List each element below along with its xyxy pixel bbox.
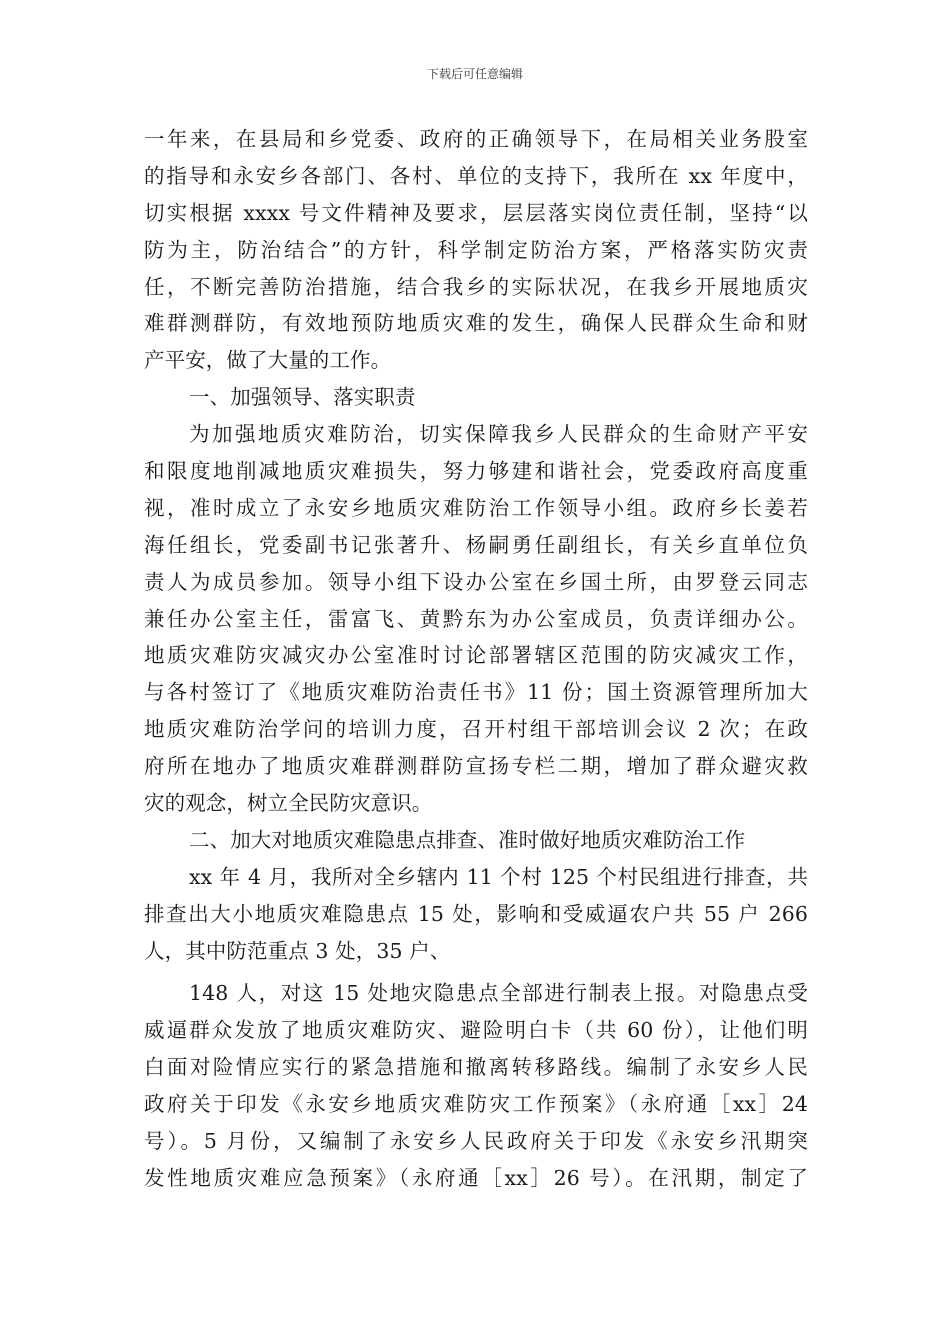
text-line: 人，其中防范重点 3 处，35 户、 (144, 938, 451, 963)
text-line: 为加强地质灾难防治，切实保障我乡人民群众的生命财产平安 (189, 422, 808, 447)
text-line: 任，不断完善防治措施，结合我乡的实际状况，在我乡开展地质灾 (144, 274, 808, 299)
text-line: 产平安，做了大量的工作。 (144, 348, 392, 373)
text-line: 府所在地办了地质灾难群测群防宣扬专栏二期，增加了群众避灾救 (144, 754, 808, 779)
text-line: 发性地质灾难应急预案》（永府通［xx］26 号）。在汛期，制定了 (144, 1165, 808, 1190)
text-line: 和限度地削减地质灾难损失，努力够建和谐社会，党委政府高度重 (144, 459, 808, 484)
text-line: 白面对险情应实行的紧急措施和撤离转移路线。编制了永安乡人民 (144, 1055, 808, 1080)
text-line: 地质灾难防灾减灾办公室准时讨论部署辖区范围的防灾减灾工作， (144, 643, 808, 668)
text-line: 排查出大小地质灾难隐患点 15 处，影响和受威逼农户共 55 户 266 (144, 901, 808, 926)
text-line: 兼任办公室主任，雷富飞、黄黔东为办公室成员，负责详细办公。 (144, 606, 808, 631)
document-body (144, 121, 808, 1197)
text-line: 号）。5 月份，又编制了永安乡人民政府关于印发《永安乡汛期突 (144, 1129, 808, 1154)
text-line: 地质灾难防治学问的培训力度，召开村组干部培训会议 2 次；在政 (144, 717, 808, 742)
text-line: 视，准时成立了永安乡地质灾难防治工作领导小组。政府乡长姜若 (144, 495, 808, 520)
text-line: 切实根据 xxxx 号文件精神及要求，层层落实岗位责任制，坚持“以 (144, 200, 808, 225)
page-header-note: 下载后可任意编辑 (426, 67, 523, 81)
text-line: 威逼群众发放了地质灾难防灾、避险明白卡（共 60 份），让他们明 (144, 1018, 808, 1043)
section-heading: 二、加大对地质灾难隐患点排查、准时做好地质灾难防治工作 (189, 827, 746, 852)
text-line: 防为主，防治结合”的方针，科学制定防治方案，严格落实防灾责 (144, 237, 808, 262)
text-line: 一年来，在县局和乡党委、政府的正确领导下，在局相关业务股室 (144, 127, 808, 151)
text-line: 责人为成员参加。领导小组下设办公室在乡国土所，由罗登云同志 (144, 569, 808, 594)
text-line: 的指导和永安乡各部门、各村、单位的支持下，我所在 xx 年度中， (144, 163, 808, 188)
text-line: xx 年 4 月，我所对全乡辖内 11 个村 125 个村民组进行排查，共 (189, 864, 808, 889)
section-heading: 一、加强领导、落实职责 (189, 385, 416, 410)
text-line: 灾的观念，树立全民防灾意识。 (144, 791, 433, 816)
text-line: 148 人，对这 15 处地灾隐患点全部进行制表上报。对隐患点受 (189, 981, 808, 1006)
text-line: 政府关于印发《永安乡地质灾难防灾工作预案》（永府通［xx］24 (144, 1092, 808, 1117)
text-line: 难群测群防，有效地预防地质灾难的发生，确保人民群众生命和财 (144, 311, 808, 336)
text-line: 与各村签订了《地质灾难防治责任书》11 份；国土资源管理所加大 (144, 680, 808, 705)
text-line: 海任组长，党委副书记张著升、杨嗣勇任副组长，有关乡直单位负 (144, 532, 808, 557)
